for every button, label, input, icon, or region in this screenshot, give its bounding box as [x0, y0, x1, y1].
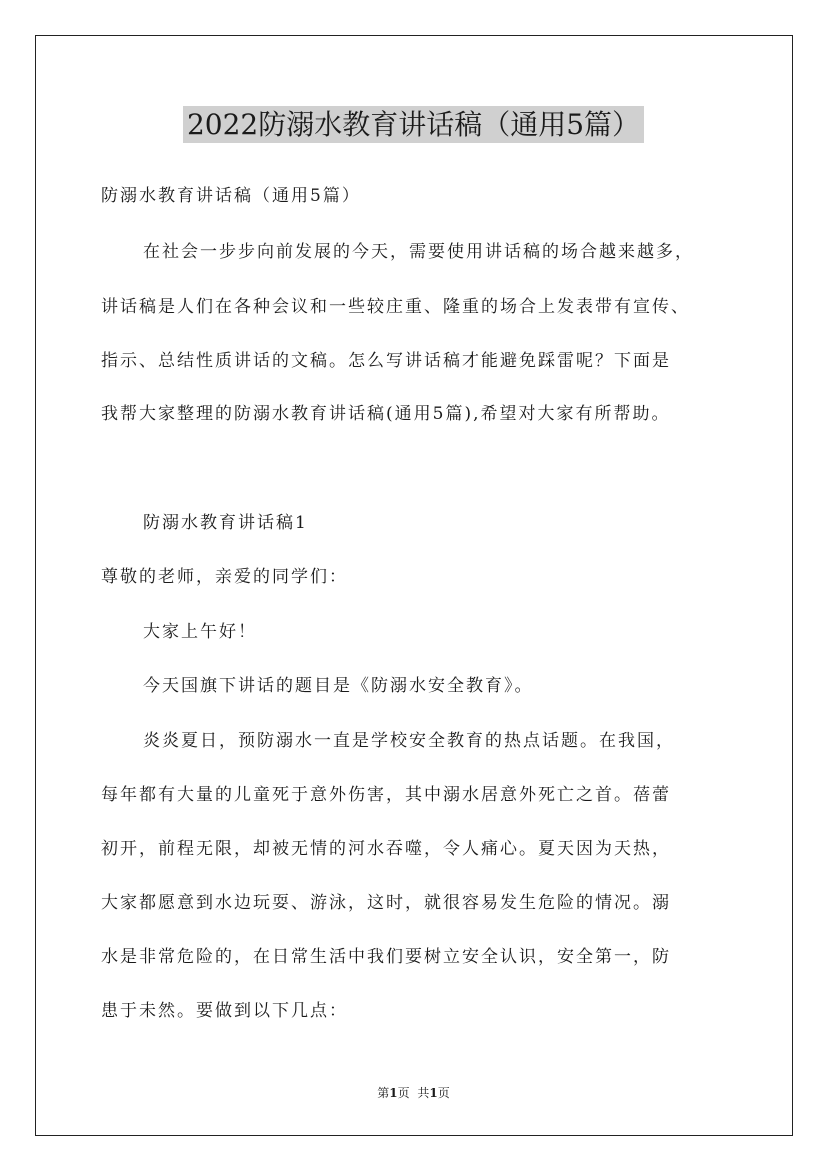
body-line-1: 炎炎夏日，预防溺水一直是学校安全教育的热点话题。在我国，	[143, 731, 675, 751]
total-pages: 1	[429, 1086, 438, 1100]
page-prefix: 第	[377, 1086, 390, 1100]
total-suffix: 页	[437, 1086, 450, 1100]
page-number: 1	[389, 1086, 398, 1100]
section-heading: 防溺水教育讲话稿1	[143, 513, 308, 533]
body-line-6: 患于未然。要做到以下几点：	[101, 1001, 348, 1021]
document-title-block	[0, 103, 827, 143]
total-prefix: 共	[417, 1086, 430, 1100]
body-line-4: 大家都愿意到水边玩耍、游泳，这时，就很容易发生危险的情况。溺	[101, 893, 671, 913]
body-line-2: 每年都有大量的儿童死于意外伤害，其中溺水居意外死亡之首。蓓蕾	[101, 785, 671, 805]
page-suffix: 页	[397, 1086, 410, 1100]
intro-line-1: 在社会一步步向前发展的今天，需要使用讲话稿的场合越来越多，	[143, 242, 694, 262]
intro-line-4: 我帮大家整理的防溺水教育讲话稿(通用5篇),希望对大家有所帮助。	[101, 404, 671, 424]
body-line-3: 初开，前程无限，却被无情的河水吞噬，令人痛心。夏天因为天热，	[101, 839, 671, 859]
topic-line: 今天国旗下讲话的题目是《防溺水安全教育》。	[143, 676, 534, 696]
salutation: 尊敬的老师，亲爱的同学们：	[101, 567, 348, 587]
body-line-5: 水是非常危险的，在日常生活中我们要树立安全认识，安全第一，防	[101, 947, 671, 967]
intro-line-2: 讲话稿是人们在各种会议和一些较庄重、隆重的场合上发表带有宣传、	[101, 297, 690, 317]
document-subtitle: 防溺水教育讲话稿（通用5篇）	[101, 186, 361, 206]
greeting: 大家上午好！	[143, 622, 257, 642]
page-footer	[0, 1084, 827, 1101]
intro-line-3: 指示、总结性质讲话的文稿。怎么写讲话稿才能避免踩雷呢？下面是	[101, 351, 671, 371]
document-title: 2022防溺水教育讲话稿（通用5篇）	[183, 106, 644, 143]
